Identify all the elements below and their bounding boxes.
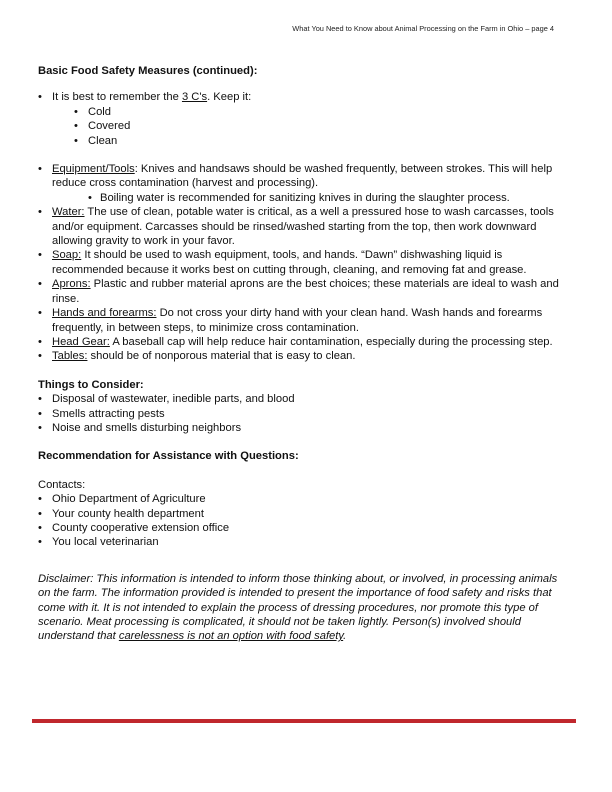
measure-text: should be of nonporous material that is easy to clean. <box>87 350 356 363</box>
list-item <box>38 492 568 506</box>
bullet: • <box>38 91 42 104</box>
contact-item: Your county health department <box>52 507 204 520</box>
consider-item: Noise and smells disturbing neighbors <box>52 421 242 434</box>
bullet: • <box>38 278 42 291</box>
measure-term: Aprons: <box>52 278 91 291</box>
measure-text: Plastic and rubber material aprons are the best choices; these materials are ideal to wash and rinse. <box>52 278 559 305</box>
measure-term: Head Gear: <box>52 335 110 348</box>
bullet: • <box>38 163 42 176</box>
list-item <box>38 392 568 406</box>
bullet: • <box>38 507 42 520</box>
bullet: • <box>38 421 42 434</box>
measure-item <box>38 306 568 335</box>
three-cs-term: 3 C's <box>181 91 208 104</box>
bullet: • <box>74 134 78 147</box>
measure-text: Do not cross your dirty hand with your clean hand. Wash hands and forearms frequently, in between steps, to minimize cross contamination. <box>52 307 543 334</box>
bullet: • <box>74 105 78 118</box>
page-content <box>38 64 568 644</box>
bullet: • <box>38 335 42 348</box>
bullet: • <box>88 191 92 204</box>
bullet: • <box>38 393 42 406</box>
bullet: • <box>38 521 42 534</box>
list-item <box>38 421 568 435</box>
running-header: What You Need to Know about Animal Processing on the Farm in Ohio – page 4 <box>292 24 554 33</box>
list-item <box>38 119 568 133</box>
list-item <box>38 521 568 535</box>
c-item: Cold <box>88 105 112 118</box>
consider-item: Disposal of wastewater, inedible parts, and blood <box>52 393 295 406</box>
bullet: • <box>38 536 42 549</box>
list-item <box>38 90 568 104</box>
list-item <box>38 507 568 521</box>
list-item <box>38 407 568 421</box>
intro-text: It is best to remember the <box>52 91 182 104</box>
measure-item <box>38 205 568 248</box>
measure-term: Soap: <box>52 249 82 262</box>
measure-item <box>38 335 568 349</box>
measure-item <box>38 277 568 306</box>
measure-text: It should be used to wash equipment, tools, and hands. “Dawn” dishwashing liquid is recommended because it works best on cutting through, cleaning, and removing fat and grease. <box>52 249 527 276</box>
disclaimer <box>38 572 568 644</box>
section-heading-things: Things to Consider: <box>38 378 144 391</box>
measure-text: : Knives and handsaws should be washed frequently, between strokes. This will help reduce cross contamination (harvest and processing). <box>52 163 553 190</box>
footer-rule <box>32 719 576 723</box>
measure-term: Hands and forearms: <box>52 307 157 320</box>
disclaimer-end: . <box>343 630 347 643</box>
intro-text-end: . Keep it: <box>207 91 252 104</box>
list-item <box>38 134 568 148</box>
bullet: • <box>38 307 42 320</box>
measure-text: A baseball cap will help reduce hair contamination, especially during the processing step. <box>109 335 553 348</box>
disclaimer-emphasis: carelessness is not an option with food safety <box>118 630 344 643</box>
list-item <box>38 105 568 119</box>
bullet: • <box>38 206 42 219</box>
list-item <box>38 191 568 205</box>
bullet: • <box>38 407 42 420</box>
contact-item: County cooperative extension office <box>52 521 230 534</box>
measure-subtext: Boiling water is recommended for sanitizing knives in during the slaughter process. <box>100 191 510 204</box>
bullet: • <box>38 249 42 262</box>
c-item: Covered <box>88 120 131 133</box>
measure-text: The use of clean, potable water is critical, as a well a pressured hose to wash carcasses, tools and/or equipment. Carcasses should be rinsed/washed starting from the top, then work downward allowing gravity to work in your favor. <box>52 206 554 248</box>
contacts-label: Contacts: <box>38 478 86 491</box>
measure-item <box>38 162 568 191</box>
bullet: • <box>38 493 42 506</box>
measure-term: Equipment/Tools <box>52 163 135 176</box>
measure-term: Tables: <box>52 350 88 363</box>
disclaimer-text: Disclaimer: This information is intended to inform those thinking about, or involved, in processing animals on the farm. The information provided is intended to present the importance of food safety and risks that come with it. It is not intended to explain the process of dressing procedures, nor promote this type of scenario. Meat processing is complicated, it should not be taken lightly. Person(s) involved should understand that <box>38 572 558 643</box>
bullet: • <box>38 350 42 363</box>
list-item <box>38 535 568 549</box>
measure-term: Water: <box>52 206 85 219</box>
measure-item <box>38 248 568 277</box>
consider-item: Smells attracting pests <box>52 407 165 420</box>
bullet: • <box>74 120 78 133</box>
c-item: Clean <box>88 134 118 147</box>
section-heading-food-safety: Basic Food Safety Measures (continued): <box>38 65 258 77</box>
measure-item <box>38 349 568 363</box>
contact-item: You local veterinarian <box>52 536 159 549</box>
contact-item: Ohio Department of Agriculture <box>52 493 206 506</box>
section-heading-assistance: Recommendation for Assistance with Questions: <box>38 450 299 463</box>
